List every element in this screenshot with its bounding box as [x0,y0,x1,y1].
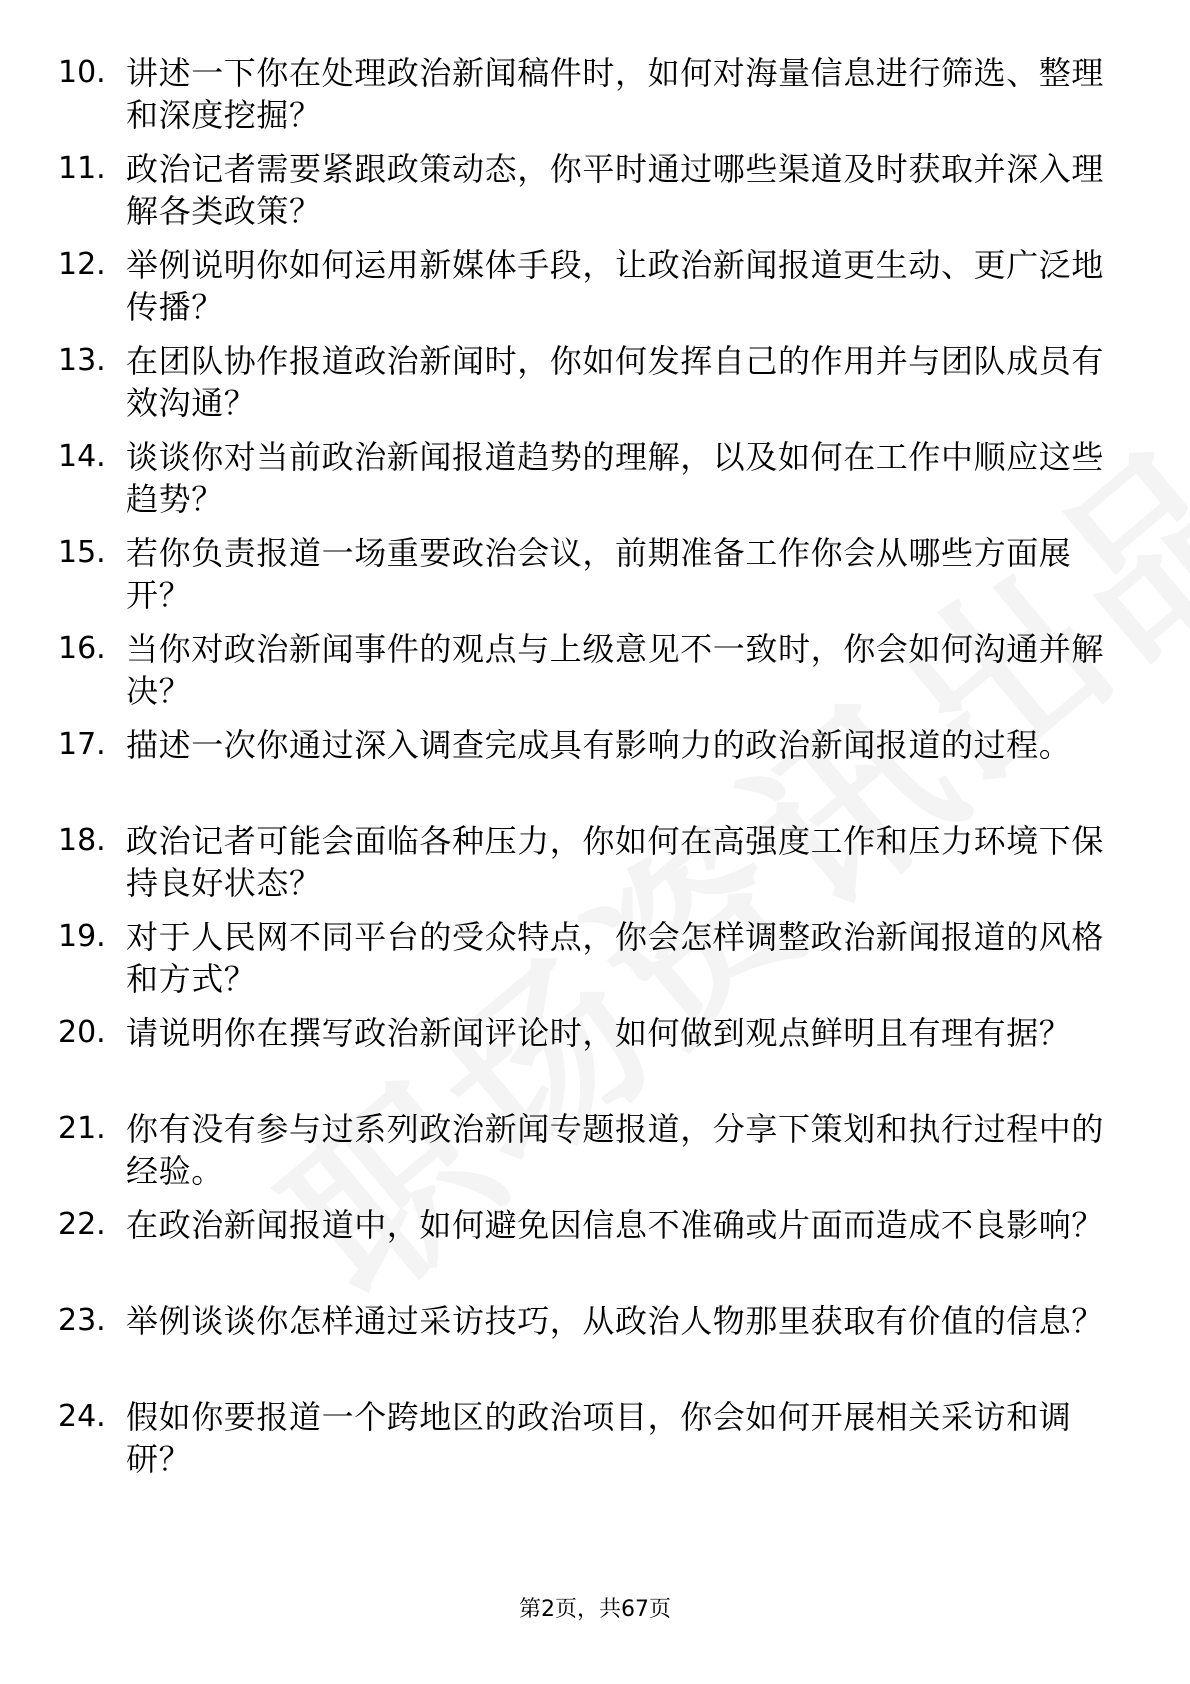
question-item [0,532,1190,632]
question-text: 对于人民网不同平台的受众特点，你会怎样调整政治新闻报道的风格和方式？ [126,918,1105,998]
question-item [0,244,1190,344]
question-number: 24. [58,1399,106,1434]
question-text: 请说明你在撰写政治新闻评论时，如何做到观点鲜明且有理有据？ [126,1014,1072,1052]
question-item [0,1300,1190,1400]
page-footer: 第2页，共67页 [519,1597,671,1622]
question-item [0,1108,1190,1208]
question-number: 10. [58,55,106,90]
question-number: 11. [58,151,106,186]
question-item [0,1204,1190,1304]
question-number: 19. [58,919,106,954]
question-number: 20. [58,1015,106,1050]
question-text: 举例谈谈你怎样通过采访技巧，从政治人物那里获取有价值的信息？ [126,1302,1105,1340]
question-text: 举例说明你如何运用新媒体手段，让政治新闻报道更生动、更广泛地传播？ [126,246,1105,326]
question-item [0,148,1190,248]
question-text: 描述一次你通过深入调查完成具有影响力的政治新闻报道的过程。 [126,726,1072,764]
question-number: 15. [58,535,106,570]
question-number: 21. [58,1111,106,1146]
question-number: 16. [58,631,106,666]
question-item [0,340,1190,440]
question-number: 18. [58,823,106,858]
question-text: 讲述一下你在处理政治新闻稿件时，如何对海量信息进行筛选、整理和深度挖掘？ [126,54,1105,134]
question-item [0,52,1190,152]
question-text: 假如你要报道一个跨地区的政治项目，你会如何开展相关采访和调研？ [126,1398,1072,1478]
question-item [0,820,1190,920]
question-number: 22. [58,1207,106,1242]
question-text: 政治记者可能会面临各种压力，你如何在高强度工作和压力环境下保持良好状态？ [126,822,1105,902]
question-text: 在政治新闻报道中，如何避免因信息不准确或片面而造成不良影响？ [126,1206,1105,1244]
question-item [0,436,1190,536]
question-text: 你有没有参与过系列政治新闻专题报道，分享下策划和执行过程中的经验。 [126,1110,1105,1190]
question-text: 若你负责报道一场重要政治会议，前期准备工作你会从哪些方面展开？ [126,534,1072,614]
question-item [0,724,1190,824]
question-number: 12. [58,247,106,282]
question-number: 23. [58,1303,106,1338]
question-item [0,916,1190,1016]
question-number: 13. [58,343,106,378]
question-item [0,1396,1190,1496]
question-text: 谈谈你对当前政治新闻报道趋势的理解，以及如何在工作中顺应这些趋势？ [126,438,1105,518]
question-text: 政治记者需要紧跟政策动态，你平时通过哪些渠道及时获取并深入理解各类政策？ [126,150,1105,230]
question-item [0,1012,1190,1112]
question-number: 14. [58,439,106,474]
question-text: 当你对政治新闻事件的观点与上级意见不一致时，你会如何沟通并解决？ [126,630,1105,710]
question-number: 17. [58,727,106,762]
question-text: 在团队协作报道政治新闻时，你如何发挥自己的作用并与团队成员有效沟通？ [126,342,1105,422]
question-item [0,628,1190,728]
